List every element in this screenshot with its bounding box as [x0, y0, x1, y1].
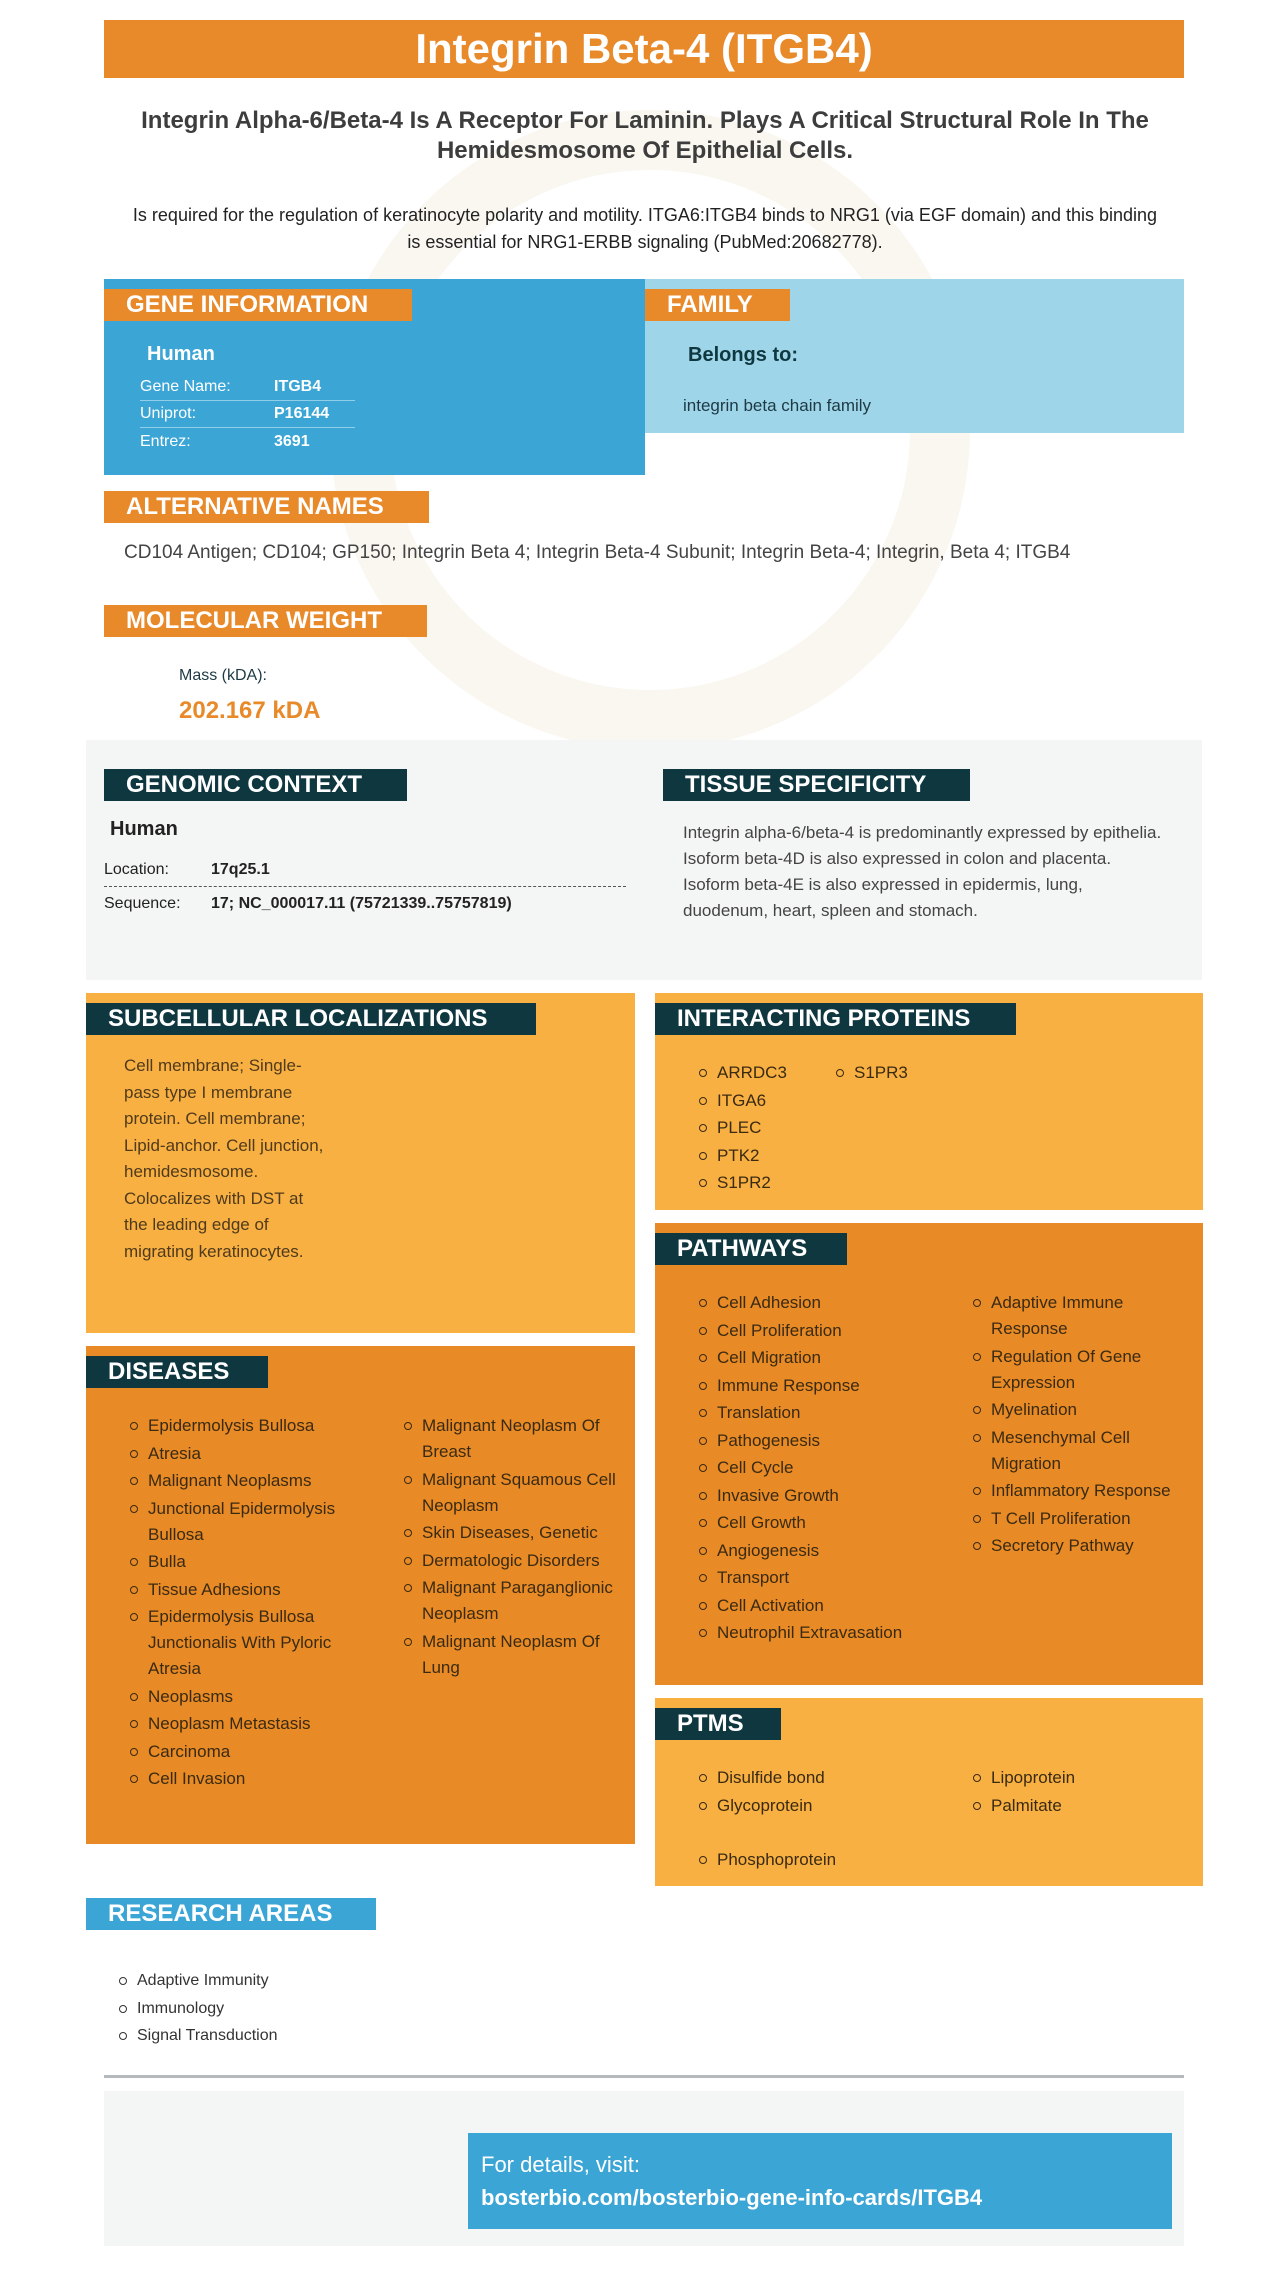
list-item: Invasive Growth [697, 1482, 957, 1510]
genomic-species: Human [110, 818, 178, 840]
details-link-box[interactable] [468, 2133, 1172, 2229]
list-item: Skin Diseases, Genetic [402, 1520, 617, 1548]
diseases-list-col2 [402, 1413, 617, 1682]
list-item: Neutrophil Extravasation [697, 1619, 957, 1647]
mass-label: Mass (kDA): [179, 667, 267, 684]
genomic-key: Sequence: [104, 895, 181, 912]
list-item: Palmitate [971, 1792, 1171, 1820]
list-item: PLEC [697, 1114, 827, 1142]
pathways-list-col1 [697, 1289, 957, 1647]
gene-info-value: 3691 [274, 432, 310, 450]
list-item: Mesenchymal Cell Migration [971, 1425, 1186, 1479]
list-item: Inflammatory Response [971, 1478, 1186, 1506]
list-item: Atresia [128, 1441, 353, 1469]
list-item: Epidermolysis Bullosa Junctionalis With Pyloric Atresia [128, 1604, 353, 1684]
list-item: Malignant Paraganglionic Neoplasm [402, 1575, 617, 1629]
gene-info-row-gene-name [140, 374, 355, 401]
details-label: For details, visit: [481, 2152, 640, 2177]
page-subtitle: Integrin Alpha-6/Beta-4 Is A Receptor For Laminin. Plays A Critical Structural Role In The Hemidesmosome Of Epithelial Cells. [141, 107, 1149, 164]
list-item: Cell Proliferation [697, 1317, 957, 1345]
list-item: Epidermolysis Bullosa [128, 1413, 353, 1441]
list-item: Lipoprotein [971, 1764, 1171, 1792]
list-item: Myelination [971, 1397, 1186, 1425]
research-areas-heading: RESEARCH AREAS [86, 1898, 376, 1930]
list-item: Cell Activation [697, 1592, 957, 1620]
list-item: Tissue Adhesions [128, 1577, 353, 1605]
list-item: Disulfide bond [697, 1764, 937, 1792]
list-item: Translation [697, 1399, 957, 1427]
list-item: Malignant Neoplasm Of Breast [402, 1413, 617, 1467]
page-title: Integrin Beta-4 (ITGB4) [104, 20, 1184, 78]
list-item: Bulla [128, 1549, 353, 1577]
list-item: ITGA6 [697, 1087, 827, 1115]
list-item: S1PR3 [834, 1059, 964, 1087]
family-heading: FAMILY [645, 289, 790, 321]
page-description: Is required for the regulation of keratinocyte polarity and motility. ITGA6:ITGB4 binds to NRG1 (via EGF domain) and this binding is essential for NRG1-ERBB signaling (PubMed:20682778). [132, 205, 1158, 252]
interacting-proteins-list-col2 [834, 1059, 964, 1087]
research-areas-list [117, 1967, 417, 2050]
ptms-list-col2 [971, 1764, 1171, 1819]
genomic-context-heading: GENOMIC CONTEXT [104, 769, 407, 801]
list-item: Adaptive Immunity [117, 1967, 417, 1995]
list-item: Malignant Squamous Cell Neoplasm [402, 1467, 617, 1521]
interacting-proteins-heading: INTERACTING PROTEINS [655, 1003, 1016, 1035]
pathways-heading: PATHWAYS [655, 1233, 847, 1265]
pathways-list-col2 [971, 1290, 1186, 1561]
list-item: Cell Invasion [128, 1766, 353, 1794]
diseases-heading: DISEASES [86, 1356, 268, 1388]
list-item: Malignant Neoplasm Of Lung [402, 1629, 617, 1683]
list-item: Angiogenesis [697, 1537, 957, 1565]
genomic-value: 17q25.1 [211, 860, 270, 878]
list-item: T Cell Proliferation [971, 1506, 1186, 1534]
tissue-specificity-heading: TISSUE SPECIFICITY [663, 769, 970, 801]
ptms-list-col3 [697, 1846, 937, 1874]
list-item: Pathogenesis [697, 1427, 957, 1455]
list-item: Signal Transduction [117, 2022, 417, 2050]
molecular-weight-heading: MOLECULAR WEIGHT [104, 605, 427, 637]
alternative-names-text: CD104 Antigen; CD104; GP150; Integrin Beta 4; Integrin Beta-4 Subunit; Integrin Beta-4; Integrin, Beta 4; ITGB4 [124, 542, 1071, 563]
tissue-specificity-text: Integrin alpha-6/beta-4 is predominantly expressed by epithelia. Isoform beta-4D is also expressed in colon and placenta. Isoform beta-4E is also expressed in epidermis, lung, duodenum, heart, spleen and stomach. [683, 823, 1162, 920]
ptms-heading: PTMS [655, 1708, 781, 1740]
list-item: Immune Response [697, 1372, 957, 1400]
genomic-key: Location: [104, 860, 169, 878]
family-value: integrin beta chain family [683, 396, 872, 415]
list-item: ARRDC3 [697, 1059, 827, 1087]
list-item: Cell Growth [697, 1509, 957, 1537]
list-item: S1PR2 [697, 1169, 827, 1197]
genomic-context-table [104, 853, 626, 921]
list-item: Junctional Epidermolysis Bullosa [128, 1496, 353, 1550]
list-item: Dermatologic Disorders [402, 1548, 617, 1576]
genomic-row-location [104, 853, 626, 887]
list-item: Cell Migration [697, 1344, 957, 1372]
list-item: Neoplasm Metastasis [128, 1711, 353, 1739]
gene-info-key: Entrez: [140, 432, 191, 450]
gene-info-row-entrez [140, 428, 355, 455]
gene-info-value: ITGB4 [274, 378, 322, 395]
gene-info-table [140, 374, 355, 455]
interacting-proteins-list-col1 [697, 1059, 827, 1197]
gene-info-row-uniprot [140, 401, 355, 428]
list-item: Malignant Neoplasms [128, 1468, 353, 1496]
subcellular-text: Cell membrane; Single-pass type I membrane protein. Cell membrane; Lipid-anchor. Cell junction, hemidesmosome. Colocalizes with DST at the leading edge of migrating keratinocytes. [124, 1056, 324, 1261]
details-link[interactable]: bosterbio.com/bosterbio-gene-info-cards/ITGB4 [481, 2185, 983, 2210]
list-item: PTK2 [697, 1142, 827, 1170]
subcellular-heading: SUBCELLULAR LOCALIZATIONS [86, 1003, 536, 1035]
family-belongs-label: Belongs to: [688, 344, 798, 366]
gene-species: Human [147, 343, 215, 365]
list-item: Cell Adhesion [697, 1289, 957, 1317]
alternative-names-heading: ALTERNATIVE NAMES [104, 491, 429, 523]
diseases-list-col1 [128, 1413, 353, 1794]
gene-info-key: Uniprot: [140, 405, 197, 422]
gene-information-heading: GENE INFORMATION [104, 289, 412, 321]
list-item: Glycoprotein [697, 1792, 937, 1820]
mass-value: 202.167 kDA [179, 697, 321, 724]
list-item: Phosphoprotein [697, 1846, 937, 1874]
gene-info-value: P16144 [274, 405, 330, 422]
list-item: Secretory Pathway [971, 1533, 1186, 1561]
list-item: Immunology [117, 1995, 417, 2023]
list-item: Neoplasms [128, 1684, 353, 1712]
gene-info-key: Gene Name: [140, 378, 231, 395]
list-item: Carcinoma [128, 1739, 353, 1767]
genomic-value: 17; NC_000017.11 (75721339..75757819) [211, 895, 512, 912]
ptms-list-col1 [697, 1764, 937, 1819]
footer-divider [104, 2075, 1184, 2078]
list-item: Cell Cycle [697, 1454, 957, 1482]
genomic-row-sequence [104, 887, 626, 921]
list-item: Transport [697, 1564, 957, 1592]
list-item: Adaptive Immune Response [971, 1290, 1186, 1344]
list-item: Regulation Of Gene Expression [971, 1344, 1186, 1398]
